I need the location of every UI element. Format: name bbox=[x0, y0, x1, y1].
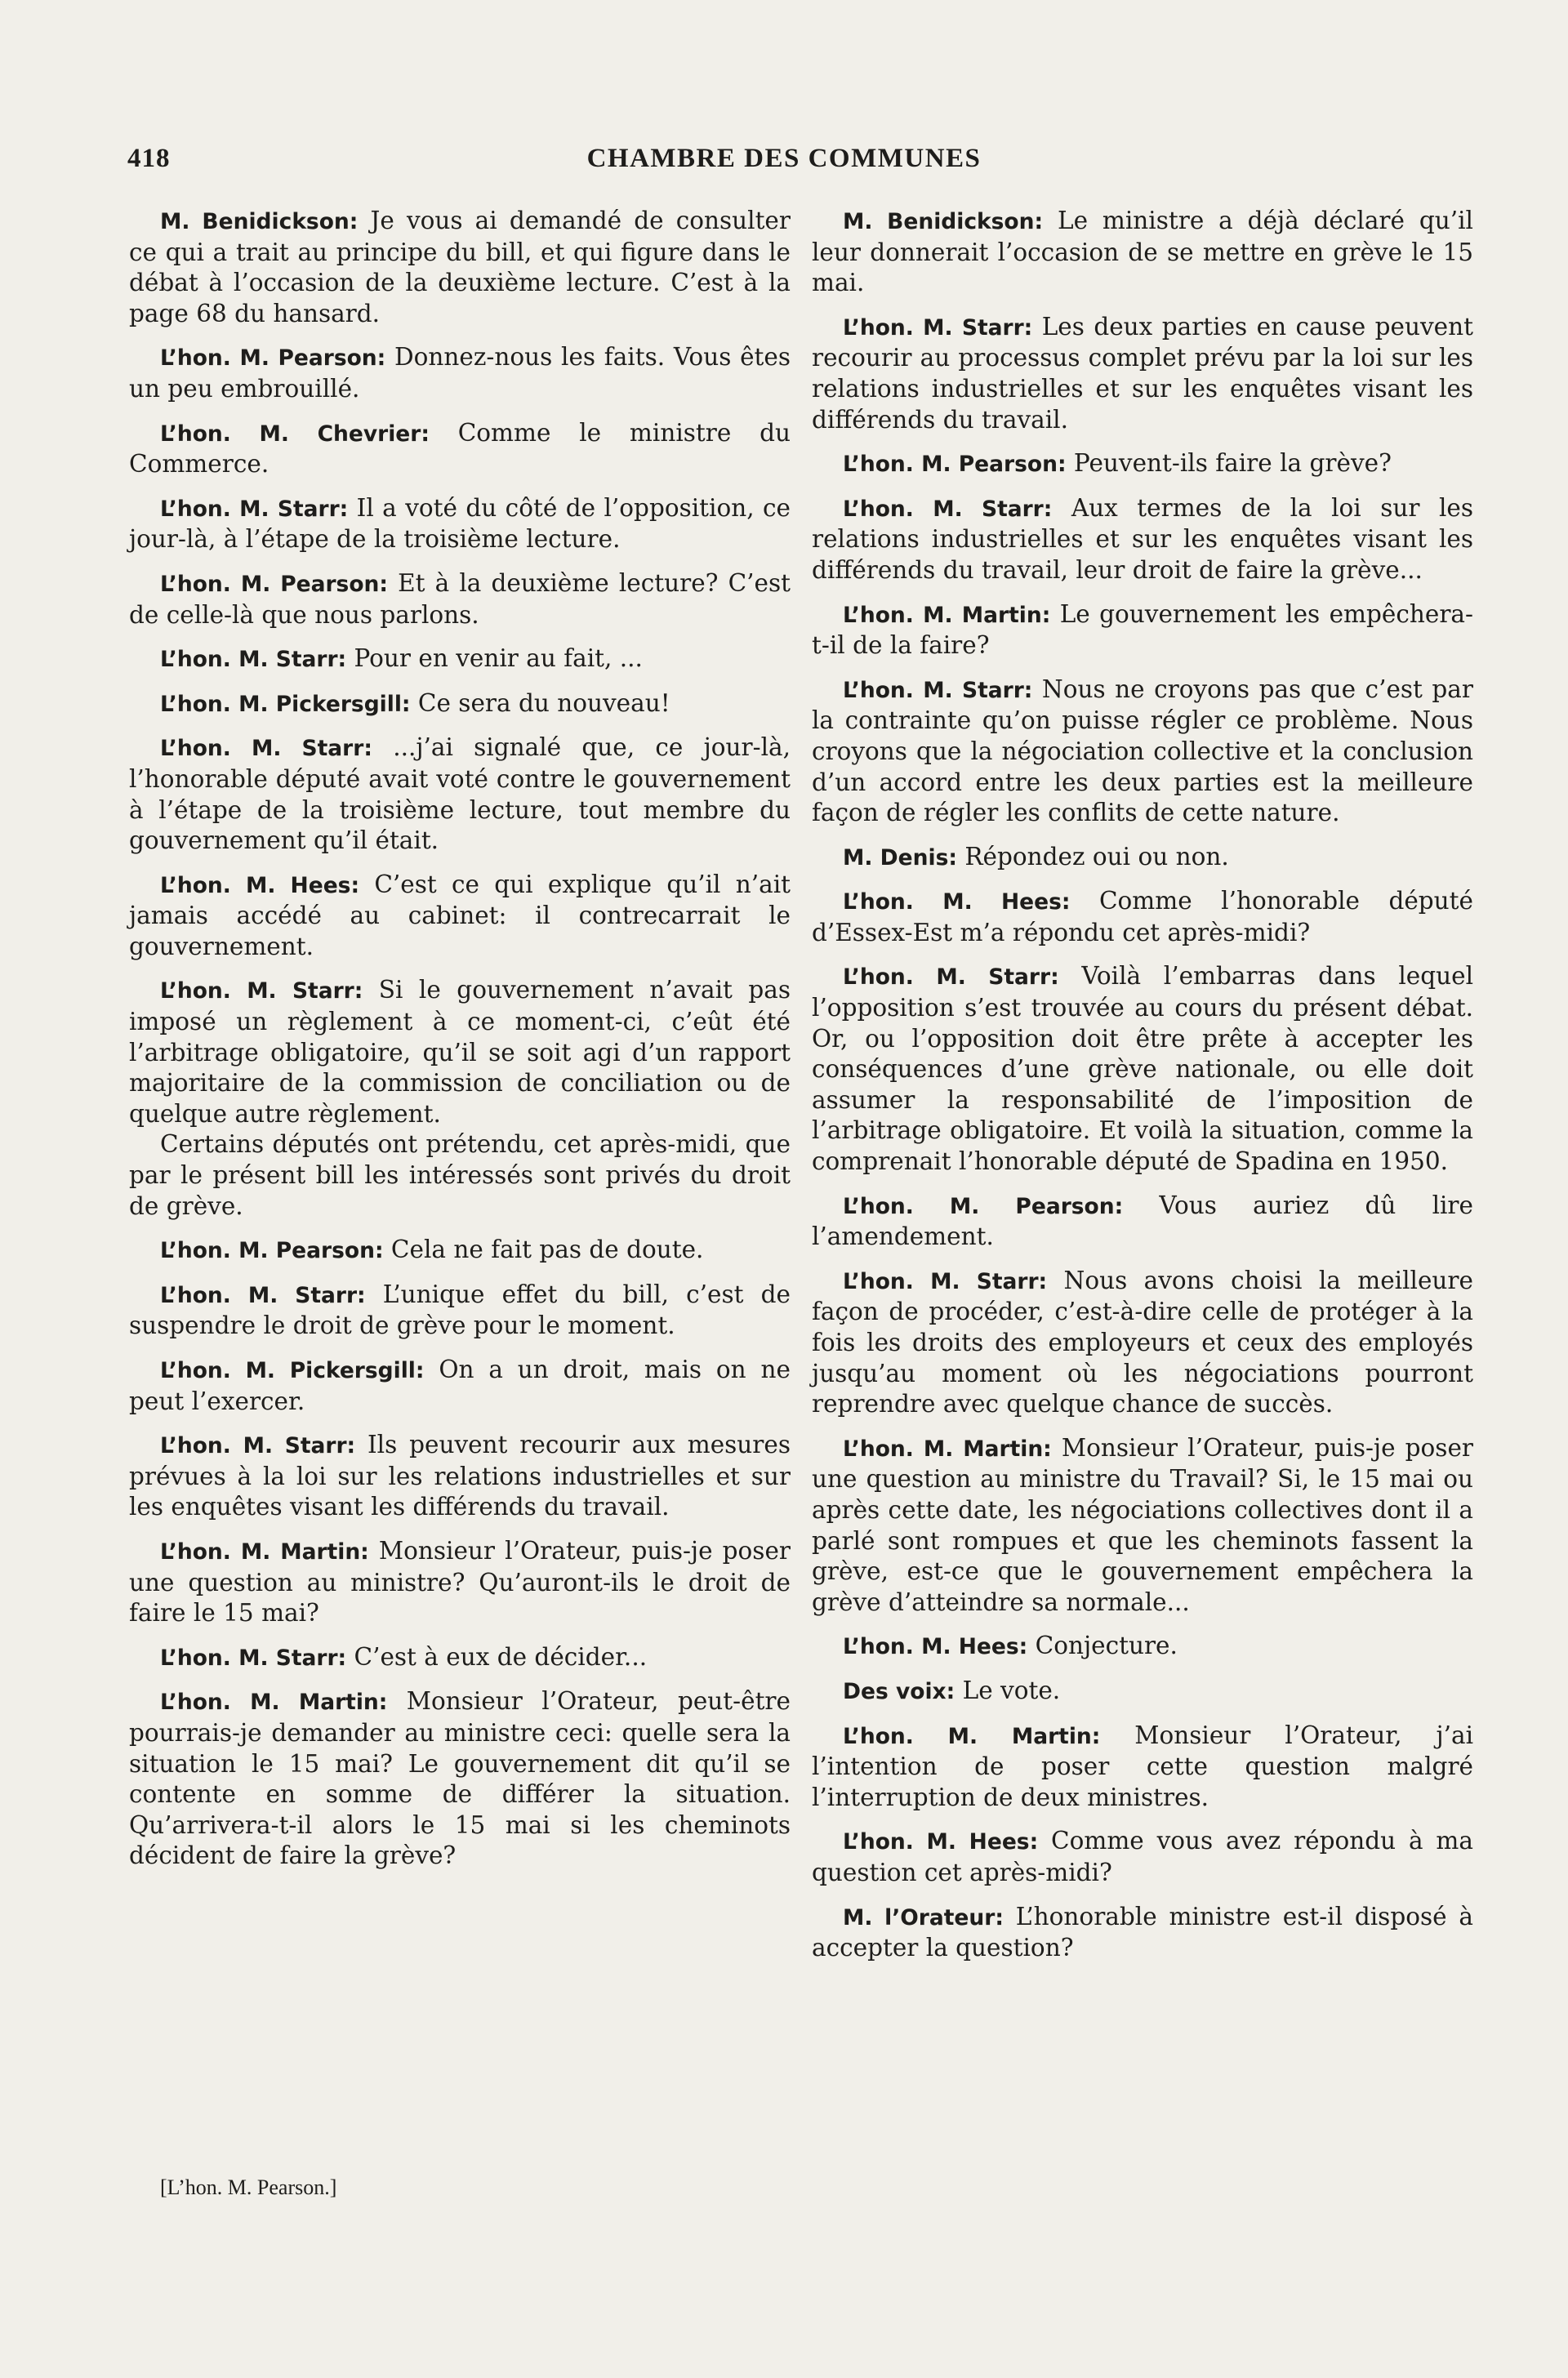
right-column bbox=[812, 206, 1473, 1977]
speech-text: Les deux parties en cause peuvent recourir au processus complet prévu par la loi sur les relations industrielles et sur les enquêtes visant les différends du travail. bbox=[812, 312, 1473, 434]
speech-paragraph bbox=[129, 493, 791, 555]
speech-paragraph bbox=[129, 568, 791, 630]
speaker-name: M. l’Orateur: bbox=[843, 1904, 1004, 1930]
speaker-name: L’hon. M. Martin: bbox=[160, 1690, 388, 1716]
speech-text: Le gouvernement les empêchera-t-il de la faire? bbox=[812, 599, 1473, 660]
speaker-name: L’hon. M. Starr: bbox=[843, 1268, 1048, 1294]
speech-text: Cela ne fait pas de doute. bbox=[383, 1236, 704, 1264]
speaker-name: M. Benidickson: bbox=[160, 209, 359, 234]
speech-paragraph bbox=[812, 493, 1473, 586]
speech-paragraph bbox=[129, 1536, 791, 1629]
speech-text: On a un droit, mais on ne peut l’exercer. bbox=[129, 1356, 791, 1415]
speaker-name: L’hon. M. Starr: bbox=[843, 314, 1033, 341]
speech-paragraph bbox=[812, 1902, 1473, 1964]
speaker-name: L’hon. M. Starr: bbox=[160, 1433, 356, 1459]
speech-paragraph bbox=[129, 870, 791, 963]
speech-text: Voilà l’embarras dans lequel l’opposition s’est trouvée au cours du présent débat. Or, ou l’opposition doit être prête à accepter les conséquences d’une grève nationale, ou elle doit assumer la responsabilité de l’imposition de l’arbitrage obligatoire. Et voilà la situation, comme la comprenait l’honorable député de Spadina en 1950. bbox=[812, 962, 1474, 1176]
speech-paragraph bbox=[812, 599, 1473, 661]
speaker-name: L’hon. M. Chevrier: bbox=[160, 421, 430, 447]
speech-text: C’est à eux de décider... bbox=[346, 1642, 648, 1671]
speech-text: Répondez oui ou non. bbox=[956, 842, 1229, 871]
speech-text: Comme vous avez répondu à ma question cet après-midi? bbox=[812, 1827, 1473, 1886]
speech-paragraph bbox=[812, 312, 1473, 435]
speaker-name: L’hon. M. Pearson: bbox=[160, 1238, 384, 1264]
speaker-name: L’hon. M. Starr: bbox=[160, 1282, 366, 1308]
speech-paragraph bbox=[812, 448, 1473, 480]
speech-paragraph bbox=[129, 1642, 791, 1674]
speech-paragraph bbox=[129, 1355, 791, 1417]
speech-text: Ce sera du nouveau! bbox=[410, 688, 670, 717]
speech-text: Comme l’honorable député d’Essex-Est m’a répondu cet après-midi? bbox=[812, 887, 1473, 946]
speech-text: L’unique effet du bill, c’est de suspendre le droit de grève pour le moment. bbox=[129, 1280, 791, 1340]
speech-paragraph bbox=[812, 886, 1473, 948]
speech-text: Il a voté du côté de l’opposition, ce jour-là, à l’étape de la troisième lecture. bbox=[129, 493, 791, 554]
speech-text: Conjecture. bbox=[1027, 1632, 1178, 1660]
running-head: CHAMBRE DES COMMUNES bbox=[586, 144, 982, 173]
speaker-name: L’hon. M. Pearson: bbox=[160, 571, 389, 597]
speaker-name: L’hon. M. Pickersgill: bbox=[160, 691, 411, 717]
speaker-name: L’hon. M. Starr: bbox=[843, 964, 1059, 991]
speech-paragraph bbox=[812, 961, 1473, 1177]
speech-text: Et à la deuxième lecture? C’est de celle-là que nous parlons. bbox=[129, 568, 791, 629]
speech-paragraph bbox=[129, 643, 791, 675]
speech-text: Nous ne croyons pas que c’est par la contrainte qu’on puisse régler ce problème. Nous croyons que la négociation collective et la conclusion d’un accord entre les deux parties est la meilleure façon de régler les conflits de cette nature. bbox=[812, 675, 1473, 827]
speech-paragraph bbox=[129, 1280, 791, 1342]
speaker-name: L’hon. M. Starr: bbox=[843, 496, 1053, 522]
speaker-name: L’hon. M. Pearson: bbox=[843, 1193, 1124, 1219]
speaker-name: L’hon. M. Starr: bbox=[160, 1645, 347, 1671]
speaker-name: L’hon. M. Hees: bbox=[843, 1634, 1028, 1660]
speech-paragraph bbox=[129, 206, 791, 329]
speech-text: Pour en venir au fait, ... bbox=[346, 644, 643, 673]
speaker-name: L’hon. M. Hees: bbox=[843, 889, 1071, 915]
speech-text: L’honorable ministre est-il disposé à accepter la question? bbox=[812, 1902, 1473, 1962]
speech-text: ...j’ai signalé que, ce jour-là, l’honorable député avait voté contre le gouvernement à l’étape de la troisième lecture, tout membre du gouvernement qu’il était. bbox=[129, 733, 791, 855]
speech-text: Donnez-nous les faits. Vous êtes un peu embrouillé. bbox=[129, 343, 791, 403]
speech-text: Monsieur l’Orateur, peut-être pourrais-je demander au ministre ceci: quelle sera la situation le 15 mai? Le gouvernement dit qu’il se contente en somme de différer la situation. Qu’arrivera-t-il alors le 15 mai si les cheminots décident de faire la grève? bbox=[129, 1687, 791, 1870]
speaker-name: L’hon. M. Starr: bbox=[843, 677, 1033, 703]
speech-paragraph bbox=[129, 1430, 791, 1523]
speech-text: Monsieur l’Orateur, j’ai l’intention de poser cette question malgré l’interruption de deux ministres. bbox=[812, 1721, 1474, 1811]
speech-paragraph bbox=[129, 733, 791, 856]
speech-paragraph bbox=[812, 1826, 1473, 1888]
speech-paragraph bbox=[812, 1631, 1473, 1663]
speech-paragraph bbox=[812, 1676, 1473, 1708]
speaker-name: Des voix: bbox=[843, 1678, 956, 1704]
speaker-name: L’hon. M. Martin: bbox=[160, 1539, 369, 1565]
speech-paragraph bbox=[129, 418, 791, 480]
speech-paragraph bbox=[129, 342, 791, 404]
speaker-name: M. Benidickson: bbox=[843, 209, 1044, 234]
left-column bbox=[129, 206, 791, 1885]
speech-text: Si le gouvernement n’avait pas imposé un règlement à ce moment-ci, c’eût été l’arbitrage obligatoire, qu’il se soit agi d’un rapport majoritaire de la commission de conciliation ou de quelque autre règlement. bbox=[129, 976, 791, 1128]
speech-paragraph bbox=[812, 842, 1473, 874]
speech-paragraph bbox=[812, 1433, 1473, 1619]
speaker-name: L’hon. M. Starr: bbox=[160, 496, 349, 522]
speech-paragraph bbox=[812, 1266, 1473, 1420]
speech-text: Vous auriez dû lire l’amendement. bbox=[812, 1191, 1473, 1251]
page-number: 418 bbox=[127, 144, 171, 173]
speaker-name: L’hon. M. Hees: bbox=[843, 1829, 1039, 1855]
speaker-name: L’hon. M. Pickersgill: bbox=[160, 1358, 425, 1383]
speaker-name: L’hon. M. Pearson: bbox=[843, 452, 1067, 478]
speech-paragraph bbox=[129, 1129, 791, 1222]
speaker-name: L’hon. M. Pearson: bbox=[160, 345, 386, 372]
speech-text: Nous avons choisi la meilleure façon de procéder, c’est-à-dire celle de protéger à la fois les droits des employeurs et ceux des employés jusqu’au moment où les négociations pourront reprendre avec quelque chance de succès. bbox=[812, 1266, 1473, 1418]
speech-paragraph bbox=[812, 675, 1473, 829]
speaker-name: L’hon. M. Martin: bbox=[843, 1723, 1101, 1749]
speaker-name: L’hon. M. Martin: bbox=[843, 1436, 1052, 1462]
speech-text: Certains députés ont prétendu, cet après-midi, que par le présent bill les intéressés sont privés du droit de grève. bbox=[129, 1130, 791, 1220]
footnote: [L’hon. M. Pearson.] bbox=[160, 2175, 337, 2199]
speaker-name: L’hon. M. Starr: bbox=[160, 978, 363, 1004]
speech-text: Le ministre a déjà déclaré qu’il leur donnerait l’occasion de se mettre en grève le 15 mai. bbox=[812, 207, 1473, 297]
speech-paragraph bbox=[812, 206, 1473, 299]
speaker-name: L’hon. M. Martin: bbox=[843, 602, 1051, 628]
speaker-name: L’hon. M. Hees: bbox=[160, 872, 360, 898]
speaker-name: L’hon. M. Starr: bbox=[160, 736, 372, 762]
speech-paragraph bbox=[812, 1721, 1473, 1814]
speech-text: Comme le ministre du Commerce. bbox=[129, 418, 791, 479]
speaker-name: M. Denis: bbox=[843, 844, 957, 871]
speech-text: Aux termes de la loi sur les relations industrielles et sur les enquêtes visant les différends du travail, leur droit de faire la grève... bbox=[812, 493, 1473, 584]
speech-text: Peuvent-ils faire la grève? bbox=[1066, 449, 1392, 478]
speech-paragraph bbox=[129, 1235, 791, 1267]
speech-paragraph bbox=[812, 1191, 1473, 1253]
speech-text: Monsieur l’Orateur, puis-je poser une question au ministre du Travail? Si, le 15 mai ou après cette date, les négociations collectives dont il a parlé sont rompues et que les cheminots fassent la grève, est-ce que le gouvernement empêchera la grève d’atteindre sa normale... bbox=[812, 1433, 1474, 1616]
speech-paragraph bbox=[129, 688, 791, 720]
speech-text: C’est ce qui explique qu’il n’ait jamais accédé au cabinet: il contrecarrait le gouvernement. bbox=[129, 870, 791, 960]
speech-paragraph bbox=[129, 1686, 791, 1872]
speech-text: Monsieur l’Orateur, puis-je poser une question au ministre? Qu’auront-ils le droit de faire le 15 mai? bbox=[129, 1536, 791, 1628]
speech-text: Je vous ai demandé de consulter ce qui a trait au principe du bill, et qui figure dans le débat à l’occasion de la deuxième lecture. C’est à la page 68 du hansard. bbox=[129, 207, 791, 327]
speech-paragraph bbox=[129, 975, 791, 1129]
speaker-name: L’hon. M. Starr: bbox=[160, 647, 347, 673]
speech-text: Ils peuvent recourir aux mesures prévues à la loi sur les relations industrielles et sur les enquêtes visant les différends du travail. bbox=[129, 1431, 791, 1521]
speech-text: Le vote. bbox=[955, 1676, 1061, 1704]
